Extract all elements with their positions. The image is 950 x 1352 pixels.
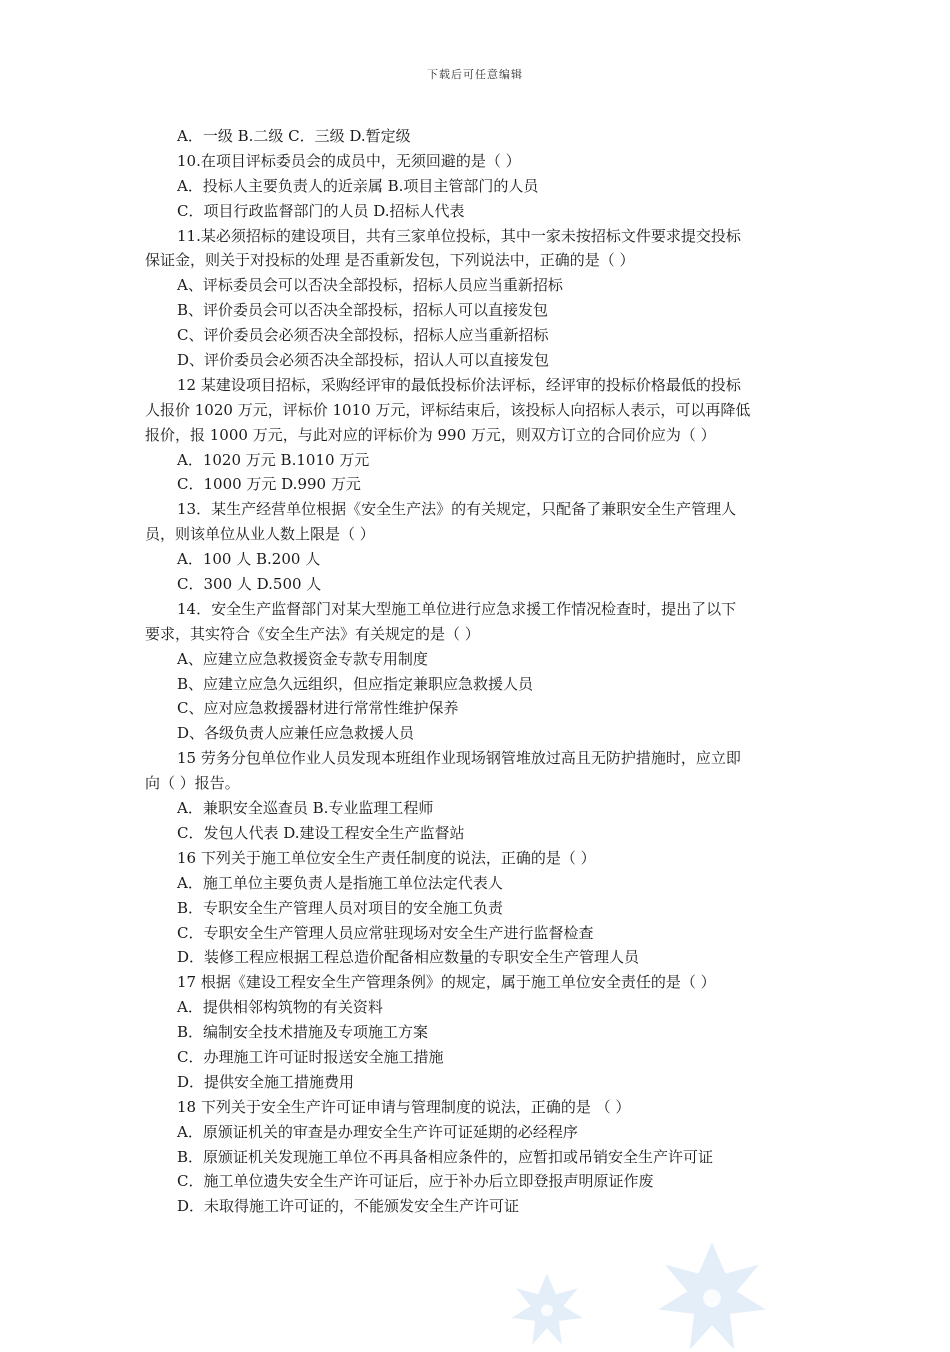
text-line: D．未取得施工许可证的，不能颁发安全生产许可证	[177, 1197, 520, 1216]
text-line: B、评价委员会可以否决全部投标，招标人可以直接发包	[177, 301, 549, 320]
text-line: D、各级负责人应兼任应急救援人员	[177, 724, 415, 743]
text-line: C．发包人代表 D.建设工程安全生产监督站	[177, 823, 465, 842]
snowflake-watermark-icon	[656, 1240, 768, 1352]
text-line: 13．某生产经营单位根据《安全生产法》的有关规定，只配备了兼职安全生产管理人	[177, 500, 737, 519]
text-line: C．300 人 D.500 人	[177, 575, 322, 594]
text-line: D．装修工程应根据工程总造价配备相应数量的专职安全生产管理人员	[177, 948, 640, 967]
text-line: 15 劳务分包单位作业人员发现本班组作业现场钢管堆放过高且无防护措施时，应立即	[177, 749, 741, 768]
text-line: C．办理施工许可证时报送安全施工措施	[177, 1047, 444, 1066]
text-line: 17 根据《建设工程安全生产管理条例》的规定，属于施工单位安全责任的是（ ）	[177, 973, 716, 992]
text-line: A．100 人 B.200 人	[177, 550, 321, 569]
text-line: B．编制安全技术措施及专项施工方案	[177, 1023, 429, 1042]
text-line: B．专职安全生产管理人员对项目的安全施工负责	[177, 898, 504, 917]
text-line: 12 某建设项目招标，采购经评审的最低投标价法评标，经评审的投标价格最低的投标	[177, 375, 741, 394]
text-line: C、评价委员会必须否决全部投标，招标人应当重新招标	[177, 326, 549, 345]
page-header: 下载后可任意编辑	[427, 68, 523, 81]
snowflake-watermark-icon	[510, 1272, 584, 1346]
text-line: D．提供安全施工措施费用	[177, 1072, 355, 1091]
text-line: 14．安全生产监督部门对某大型施工单位进行应急求援工作情况检查时，提出了以下	[177, 599, 737, 618]
text-line: 16 下列关于施工单位安全生产责任制度的说法，正确的是（ ）	[177, 848, 596, 867]
text-line: A．一级 B.二级 C．三级 D.暂定级	[177, 127, 411, 145]
text-line: A．施工单位主要负责人是指施工单位法定代表人	[177, 873, 503, 892]
text-line: 要求，其实符合《安全生产法》有关规定的是（ ）	[145, 624, 480, 643]
text-line: A、评标委员会可以否决全部投标，招标人员应当重新招标	[177, 276, 563, 295]
text-line: C．专职安全生产管理人员应常驻现场对安全生产进行监督检查	[177, 923, 594, 942]
text-line: 保证金，则关于对投标的处理 是否重新发包，下列说法中，正确的是（ ）	[145, 251, 635, 270]
text-line: C．项目行政监督部门的人员 D.招标人代表	[177, 201, 465, 220]
text-line: A、应建立应急救援资金专款专用制度	[177, 649, 428, 668]
text-line: B、应建立应急久远组织，但应指定兼职应急救援人员	[177, 674, 534, 693]
document-body	[145, 124, 807, 1219]
text-line: 10.在项目评标委员会的成员中，无须回避的是（ ）	[177, 151, 521, 170]
text-line: C．1000 万元 D.990 万元	[177, 475, 361, 494]
text-line: A．1020 万元 B.1010 万元	[177, 450, 370, 469]
text-line: 员，则该单位从业人数上限是（ ）	[145, 525, 375, 544]
text-line: A．兼职安全巡查员 B.专业监理工程师	[177, 799, 434, 818]
text-line: D、评价委员会必须否决全部投标，招认人可以直接发包	[177, 351, 550, 370]
text-line: B．原颁证机关发现施工单位不再具备相应条件的，应暂扣或吊销安全生产许可证	[177, 1147, 714, 1166]
text-line: A．原颁证机关的审查是办理安全生产许可证延期的必经程序	[177, 1122, 578, 1141]
text-line: 报价，报 1000 万元，与此对应的评标价为 990 万元，则双方订立的合同价应为（ ）	[145, 425, 716, 444]
text-line: 向（ ）报告。	[145, 774, 240, 793]
text-line: 11.某必须招标的建设项目，共有三家单位投标，其中一家未按招标文件要求提交投标	[177, 226, 741, 245]
text-line: 人报价 1020 万元，评标价 1010 万元，评标结束后，该投标人向招标人表示，可以再降低	[145, 400, 751, 419]
text-line: A．提供相邻构筑物的有关资料	[177, 998, 383, 1017]
text-line: C．施工单位遗失安全生产许可证后，应于补办后立即登报声明原证作废	[177, 1172, 654, 1191]
text-line: 18 下列关于安全生产许可证申请与管理制度的说法，正确的是 （ ）	[177, 1097, 631, 1116]
text-line: C、应对应急救援器材进行常常性维护保养	[177, 699, 459, 718]
text-line: A．投标人主要负责人的近亲属 B.项目主管部门的人员	[177, 176, 539, 195]
